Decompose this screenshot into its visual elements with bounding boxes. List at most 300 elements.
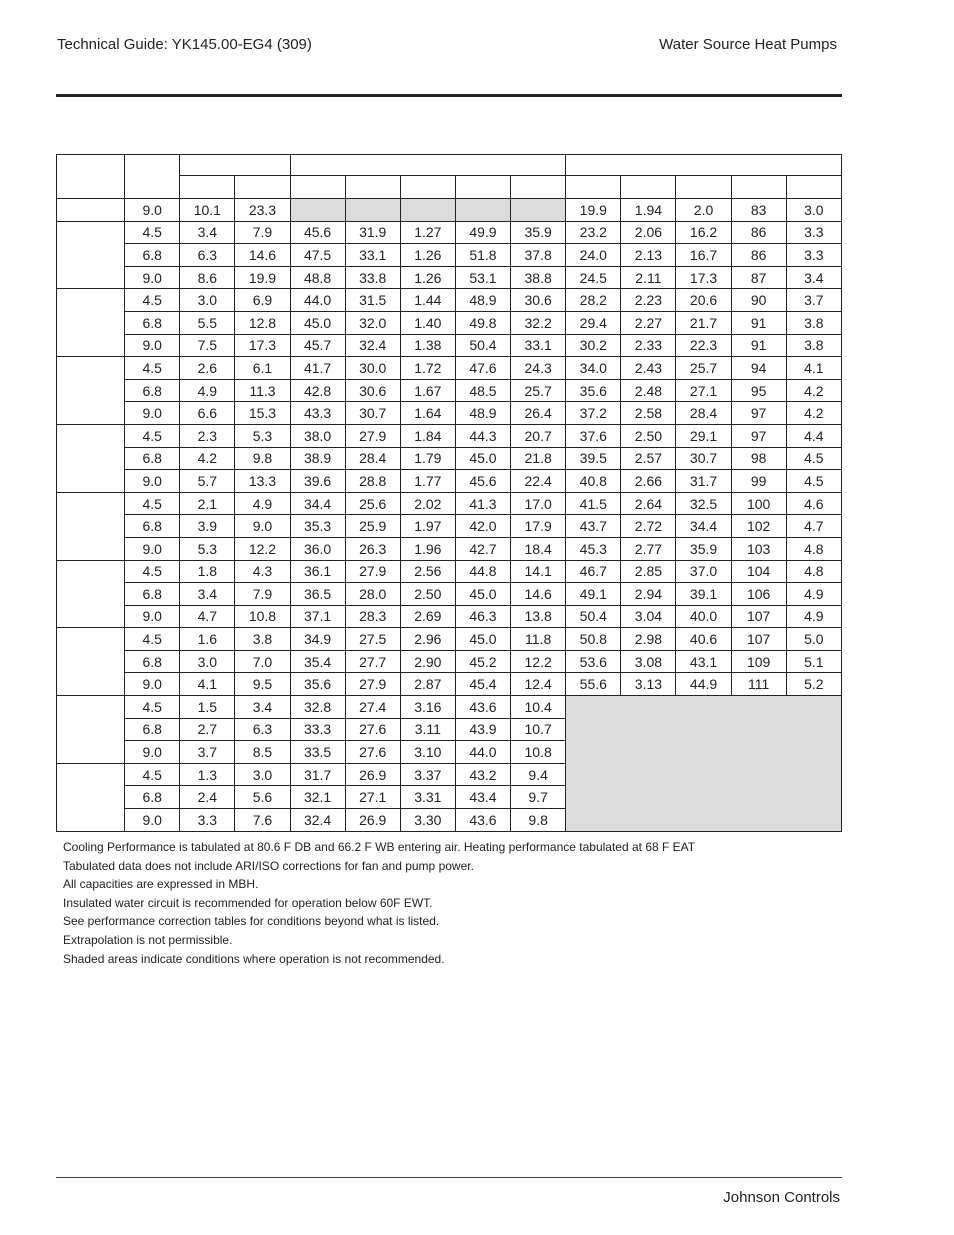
ewt-group-cell	[57, 560, 125, 628]
wpd-cell: 7.0	[235, 650, 290, 673]
heating-cell: 2.11	[621, 266, 676, 289]
table-row	[57, 311, 842, 334]
heating-cell: 95	[731, 379, 786, 402]
header-cell	[511, 176, 566, 199]
table-row	[57, 289, 842, 312]
footer-rule	[56, 1177, 842, 1178]
heating-cell: 37.2	[566, 402, 621, 425]
cooling-cell: 1.26	[400, 244, 455, 267]
heating-cell: 2.50	[621, 424, 676, 447]
gpm-cell: 4.5	[125, 560, 180, 583]
wpd-cell: 4.9	[180, 379, 235, 402]
wpd-cell: 8.6	[180, 266, 235, 289]
wpd-cell: 3.7	[180, 741, 235, 764]
wpd-cell: 3.4	[180, 583, 235, 606]
cooling-cell: 30.0	[345, 357, 400, 380]
wpd-cell: 1.3	[180, 763, 235, 786]
heating-cell: 5.1	[786, 650, 841, 673]
heating-cell: 21.7	[676, 311, 731, 334]
cooling-cell: 38.8	[511, 266, 566, 289]
ewt-group-cell	[57, 199, 125, 222]
heating-cell: 3.7	[786, 289, 841, 312]
heating-cell: 3.04	[621, 605, 676, 628]
heating-cell: 4.2	[786, 379, 841, 402]
heating-cell: 2.43	[621, 357, 676, 380]
cooling-cell: 34.4	[290, 492, 345, 515]
gpm-cell: 4.5	[125, 696, 180, 719]
heating-cell: 34.4	[676, 515, 731, 538]
table-row	[57, 650, 842, 673]
cooling-cell: 30.7	[345, 402, 400, 425]
heating-cell: 4.8	[786, 560, 841, 583]
cooling-cell: 45.6	[455, 470, 510, 493]
cooling-cell: 39.6	[290, 470, 345, 493]
wpd-cell: 3.8	[235, 628, 290, 651]
cooling-cell: 32.1	[290, 786, 345, 809]
heating-cell: 100	[731, 492, 786, 515]
cooling-cell: 41.3	[455, 492, 510, 515]
cooling-cell: 26.4	[511, 402, 566, 425]
heating-cell: 24.0	[566, 244, 621, 267]
cooling-cell: 10.4	[511, 696, 566, 719]
gpm-cell: 6.8	[125, 515, 180, 538]
heating-cell: 2.98	[621, 628, 676, 651]
heating-cell: 83	[731, 199, 786, 222]
header-row-groups	[57, 155, 842, 176]
heating-cell: 24.5	[566, 266, 621, 289]
heating-cell: 2.66	[621, 470, 676, 493]
wpd-cell: 11.3	[235, 379, 290, 402]
gpm-cell: 9.0	[125, 199, 180, 222]
cooling-cell: 43.3	[290, 402, 345, 425]
cooling-cell: 37.1	[290, 605, 345, 628]
heating-cell: 99	[731, 470, 786, 493]
wpd-cell: 5.3	[180, 537, 235, 560]
heating-cell: 4.6	[786, 492, 841, 515]
header-rule	[56, 94, 842, 97]
header-cell-ewt	[57, 155, 125, 199]
cooling-cell: 2.87	[400, 673, 455, 696]
heating-cell: 3.8	[786, 334, 841, 357]
cooling-cell: 1.38	[400, 334, 455, 357]
heating-shaded-region	[566, 696, 842, 832]
cooling-cell: 25.6	[345, 492, 400, 515]
cooling-cell: 25.7	[511, 379, 566, 402]
heating-cell: 2.58	[621, 402, 676, 425]
heating-cell: 39.5	[566, 447, 621, 470]
wpd-cell: 12.8	[235, 311, 290, 334]
heating-cell: 55.6	[566, 673, 621, 696]
cooling-cell: 45.7	[290, 334, 345, 357]
cooling-cell: 33.1	[511, 334, 566, 357]
table-row	[57, 515, 842, 538]
cooling-cell: 2.02	[400, 492, 455, 515]
gpm-cell: 6.8	[125, 786, 180, 809]
wpd-cell: 4.1	[180, 673, 235, 696]
wpd-cell: 6.3	[235, 718, 290, 741]
header-cell-gpm	[125, 155, 180, 199]
cooling-cell: 1.67	[400, 379, 455, 402]
gpm-cell: 6.8	[125, 311, 180, 334]
wpd-cell: 2.7	[180, 718, 235, 741]
gpm-cell: 6.8	[125, 379, 180, 402]
cooling-cell: 44.0	[455, 741, 510, 764]
cooling-cell: 12.4	[511, 673, 566, 696]
heating-cell: 29.4	[566, 311, 621, 334]
table-row	[57, 379, 842, 402]
heating-cell: 2.06	[621, 221, 676, 244]
cooling-cell: 2.90	[400, 650, 455, 673]
cooling-cell: 1.96	[400, 537, 455, 560]
cooling-cell: 31.5	[345, 289, 400, 312]
note-line: Tabulated data does not include ARI/ISO corrections for fan and pump power.	[63, 858, 474, 873]
table-row	[57, 673, 842, 696]
table-row	[57, 221, 842, 244]
table-row	[57, 424, 842, 447]
cooling-cell: 13.8	[511, 605, 566, 628]
wpd-cell: 10.8	[235, 605, 290, 628]
header-cell	[235, 176, 290, 199]
gpm-cell: 6.8	[125, 718, 180, 741]
heating-cell: 17.3	[676, 266, 731, 289]
note-line: All capacities are expressed in MBH.	[63, 877, 259, 892]
wpd-cell: 5.3	[235, 424, 290, 447]
wpd-cell: 2.3	[180, 424, 235, 447]
cooling-cell: 3.31	[400, 786, 455, 809]
cooling-cell: 35.3	[290, 515, 345, 538]
wpd-cell: 15.3	[235, 402, 290, 425]
heating-cell: 28.4	[676, 402, 731, 425]
heating-cell: 94	[731, 357, 786, 380]
cooling-cell: 27.5	[345, 628, 400, 651]
heating-cell: 43.1	[676, 650, 731, 673]
heating-cell: 4.9	[786, 583, 841, 606]
table-row	[57, 537, 842, 560]
gpm-cell: 6.8	[125, 447, 180, 470]
note-line: Cooling Performance is tabulated at 80.6 F DB and 66.2 F WB entering air. Heating performance tabulated at 68 F EAT	[63, 840, 696, 854]
cooling-cell: 44.3	[455, 424, 510, 447]
heating-cell: 104	[731, 560, 786, 583]
cooling-cell: 47.6	[455, 357, 510, 380]
cooling-cell: 10.7	[511, 718, 566, 741]
heating-cell: 32.5	[676, 492, 731, 515]
heating-cell: 86	[731, 221, 786, 244]
wpd-cell: 3.4	[180, 221, 235, 244]
cooling-cell: 3.10	[400, 741, 455, 764]
cooling-cell: 45.2	[455, 650, 510, 673]
cooling-cell: 48.9	[455, 289, 510, 312]
heating-cell: 46.7	[566, 560, 621, 583]
wpd-cell: 23.3	[235, 199, 290, 222]
wpd-cell: 1.6	[180, 628, 235, 651]
cooling-cell: 28.3	[345, 605, 400, 628]
wpd-cell: 17.3	[235, 334, 290, 357]
cooling-cell: 3.30	[400, 809, 455, 832]
gpm-cell: 9.0	[125, 605, 180, 628]
cooling-cell: 33.3	[290, 718, 345, 741]
cooling-cell: 12.2	[511, 650, 566, 673]
cooling-cell: 45.6	[290, 221, 345, 244]
cooling-cell: 25.9	[345, 515, 400, 538]
table-row	[57, 357, 842, 380]
cooling-cell: 32.4	[345, 334, 400, 357]
cooling-cell: 41.7	[290, 357, 345, 380]
wpd-cell: 5.6	[235, 786, 290, 809]
wpd-cell: 8.5	[235, 741, 290, 764]
heating-cell: 29.1	[676, 424, 731, 447]
heating-cell: 2.13	[621, 244, 676, 267]
cooling-cell: 36.5	[290, 583, 345, 606]
header-cell	[676, 176, 731, 199]
cooling-cell: 38.0	[290, 424, 345, 447]
cooling-cell: 11.8	[511, 628, 566, 651]
heating-cell: 91	[731, 334, 786, 357]
cooling-cell: 48.8	[290, 266, 345, 289]
wpd-cell: 19.9	[235, 266, 290, 289]
cooling-cell: 42.8	[290, 379, 345, 402]
heating-cell: 103	[731, 537, 786, 560]
ewt-group-cell	[57, 221, 125, 289]
cooling-cell: 42.7	[455, 537, 510, 560]
gpm-cell: 9.0	[125, 470, 180, 493]
cooling-cell: 38.9	[290, 447, 345, 470]
table-row	[57, 402, 842, 425]
cooling-cell: 1.44	[400, 289, 455, 312]
cooling-cell: 30.6	[511, 289, 566, 312]
gpm-cell: 9.0	[125, 741, 180, 764]
heating-cell: 4.4	[786, 424, 841, 447]
cooling-cell: 33.1	[345, 244, 400, 267]
wpd-cell: 1.5	[180, 696, 235, 719]
table-row	[57, 334, 842, 357]
ewt-group-cell	[57, 696, 125, 764]
gpm-cell: 4.5	[125, 424, 180, 447]
cooling-cell: 14.6	[511, 583, 566, 606]
table-row	[57, 605, 842, 628]
gpm-cell: 4.5	[125, 492, 180, 515]
gpm-cell: 6.8	[125, 244, 180, 267]
cooling-cell: 35.9	[511, 221, 566, 244]
cooling-cell: 17.9	[511, 515, 566, 538]
wpd-cell: 14.6	[235, 244, 290, 267]
cooling-cell: 31.7	[290, 763, 345, 786]
heating-cell: 4.7	[786, 515, 841, 538]
document-header-product: Water Source Heat Pumps	[659, 36, 837, 53]
heating-cell: 4.2	[786, 402, 841, 425]
cooling-cell: 27.1	[345, 786, 400, 809]
cooling-cell: 17.0	[511, 492, 566, 515]
footer-company: Johnson Controls	[723, 1189, 840, 1206]
header-cell	[621, 176, 676, 199]
heating-cell: 2.23	[621, 289, 676, 312]
cooling-cell: 47.5	[290, 244, 345, 267]
cooling-cell: 2.69	[400, 605, 455, 628]
header-cell	[400, 176, 455, 199]
cooling-cell: 45.0	[290, 311, 345, 334]
heating-cell: 1.94	[621, 199, 676, 222]
cooling-cell: 2.50	[400, 583, 455, 606]
wpd-cell: 7.5	[180, 334, 235, 357]
wpd-cell: 3.0	[180, 289, 235, 312]
cooling-cell: 9.8	[511, 809, 566, 832]
heating-cell: 4.5	[786, 447, 841, 470]
heating-cell: 91	[731, 311, 786, 334]
wpd-cell: 9.8	[235, 447, 290, 470]
gpm-cell: 9.0	[125, 334, 180, 357]
heating-cell: 28.2	[566, 289, 621, 312]
wpd-cell: 12.2	[235, 537, 290, 560]
wpd-cell: 6.1	[235, 357, 290, 380]
cooling-cell: 45.0	[455, 447, 510, 470]
header-cell-wpd	[180, 155, 290, 176]
wpd-cell: 3.4	[235, 696, 290, 719]
header-cell	[455, 176, 510, 199]
wpd-cell: 2.6	[180, 357, 235, 380]
wpd-cell: 2.1	[180, 492, 235, 515]
cooling-cell: 33.5	[290, 741, 345, 764]
cooling-cell: 50.4	[455, 334, 510, 357]
heating-cell: 107	[731, 628, 786, 651]
cooling-cell: 44.0	[290, 289, 345, 312]
heating-cell: 97	[731, 424, 786, 447]
heating-cell: 44.9	[676, 673, 731, 696]
cooling-cell: 27.9	[345, 424, 400, 447]
heating-cell: 49.1	[566, 583, 621, 606]
heating-cell: 3.4	[786, 266, 841, 289]
wpd-cell: 7.9	[235, 583, 290, 606]
header-cell	[566, 176, 621, 199]
cooling-cell: 18.4	[511, 537, 566, 560]
cooling-cell: 1.40	[400, 311, 455, 334]
cooling-cell: 27.7	[345, 650, 400, 673]
cooling-cell: 27.6	[345, 741, 400, 764]
cooling-cell: 27.9	[345, 673, 400, 696]
gpm-cell: 9.0	[125, 673, 180, 696]
table-notes	[63, 838, 695, 968]
cooling-cell: 27.6	[345, 718, 400, 741]
ewt-group-cell	[57, 424, 125, 492]
cooling-cell: 49.9	[455, 221, 510, 244]
wpd-cell: 6.9	[235, 289, 290, 312]
cooling-cell: 27.9	[345, 560, 400, 583]
ewt-group-cell	[57, 628, 125, 696]
cooling-cell: 32.0	[345, 311, 400, 334]
cooling-cell: 43.9	[455, 718, 510, 741]
cooling-cell: 9.4	[511, 763, 566, 786]
cooling-cell: 28.8	[345, 470, 400, 493]
wpd-cell: 1.8	[180, 560, 235, 583]
header-cell	[290, 176, 345, 199]
wpd-cell: 3.0	[180, 650, 235, 673]
wpd-cell: 4.2	[180, 447, 235, 470]
heating-cell: 35.6	[566, 379, 621, 402]
performance-table	[56, 154, 842, 832]
heating-cell: 3.13	[621, 673, 676, 696]
cooling-cell: 20.7	[511, 424, 566, 447]
heating-cell: 43.7	[566, 515, 621, 538]
heating-cell: 30.2	[566, 334, 621, 357]
cooling-cell: 1.79	[400, 447, 455, 470]
cooling-cell: 43.6	[455, 809, 510, 832]
cooling-cell: 3.11	[400, 718, 455, 741]
heating-cell: 3.3	[786, 221, 841, 244]
heating-cell: 102	[731, 515, 786, 538]
ewt-group-cell	[57, 289, 125, 357]
cooling-cell: 2.96	[400, 628, 455, 651]
heating-cell: 20.6	[676, 289, 731, 312]
cooling-cell: 22.4	[511, 470, 566, 493]
cooling-cell: 45.4	[455, 673, 510, 696]
cooling-cell: 43.6	[455, 696, 510, 719]
cooling-cell: 45.0	[455, 628, 510, 651]
cooling-cell: 32.4	[290, 809, 345, 832]
cooling-cell: 1.27	[400, 221, 455, 244]
gpm-cell: 6.8	[125, 650, 180, 673]
cooling-cell: 2.56	[400, 560, 455, 583]
heating-cell: 31.7	[676, 470, 731, 493]
document-header-title: Technical Guide: YK145.00-EG4 (309)	[57, 36, 312, 53]
heating-cell: 4.8	[786, 537, 841, 560]
heating-cell: 2.94	[621, 583, 676, 606]
cooling-cell: 36.1	[290, 560, 345, 583]
heating-cell: 27.1	[676, 379, 731, 402]
heating-cell: 19.9	[566, 199, 621, 222]
cooling-cell: 44.8	[455, 560, 510, 583]
cooling-cell: 1.26	[400, 266, 455, 289]
heating-cell: 107	[731, 605, 786, 628]
note-line: Shaded areas indicate conditions where operation is not recommended.	[63, 951, 445, 966]
heating-cell: 3.0	[786, 199, 841, 222]
gpm-cell: 4.5	[125, 357, 180, 380]
table-row	[57, 447, 842, 470]
heating-cell: 5.2	[786, 673, 841, 696]
heating-cell: 41.5	[566, 492, 621, 515]
heating-cell: 50.4	[566, 605, 621, 628]
heating-cell: 87	[731, 266, 786, 289]
heating-cell: 25.7	[676, 357, 731, 380]
wpd-cell: 6.6	[180, 402, 235, 425]
heating-cell: 2.57	[621, 447, 676, 470]
table-row	[57, 470, 842, 493]
heating-cell: 2.64	[621, 492, 676, 515]
heating-cell: 111	[731, 673, 786, 696]
wpd-cell: 2.4	[180, 786, 235, 809]
heating-cell: 97	[731, 402, 786, 425]
heating-cell: 50.8	[566, 628, 621, 651]
heating-cell: 37.6	[566, 424, 621, 447]
heating-cell: 3.8	[786, 311, 841, 334]
cooling-cell: 30.6	[345, 379, 400, 402]
cooling-cell: 21.8	[511, 447, 566, 470]
gpm-cell: 4.5	[125, 628, 180, 651]
gpm-cell: 4.5	[125, 221, 180, 244]
header-cell-heating	[566, 155, 842, 176]
cooling-cell: 14.1	[511, 560, 566, 583]
heating-cell: 16.7	[676, 244, 731, 267]
heating-cell: 3.08	[621, 650, 676, 673]
heating-cell: 23.2	[566, 221, 621, 244]
note-line: See performance correction tables for conditions beyond what is listed.	[63, 914, 440, 929]
gpm-cell: 4.5	[125, 763, 180, 786]
cooling-cell: 3.16	[400, 696, 455, 719]
cooling-cell-shaded	[511, 199, 566, 222]
table-row	[57, 560, 842, 583]
table-row	[57, 583, 842, 606]
heating-cell: 4.9	[786, 605, 841, 628]
wpd-cell: 13.3	[235, 470, 290, 493]
cooling-cell: 53.1	[455, 266, 510, 289]
wpd-cell: 7.6	[235, 809, 290, 832]
